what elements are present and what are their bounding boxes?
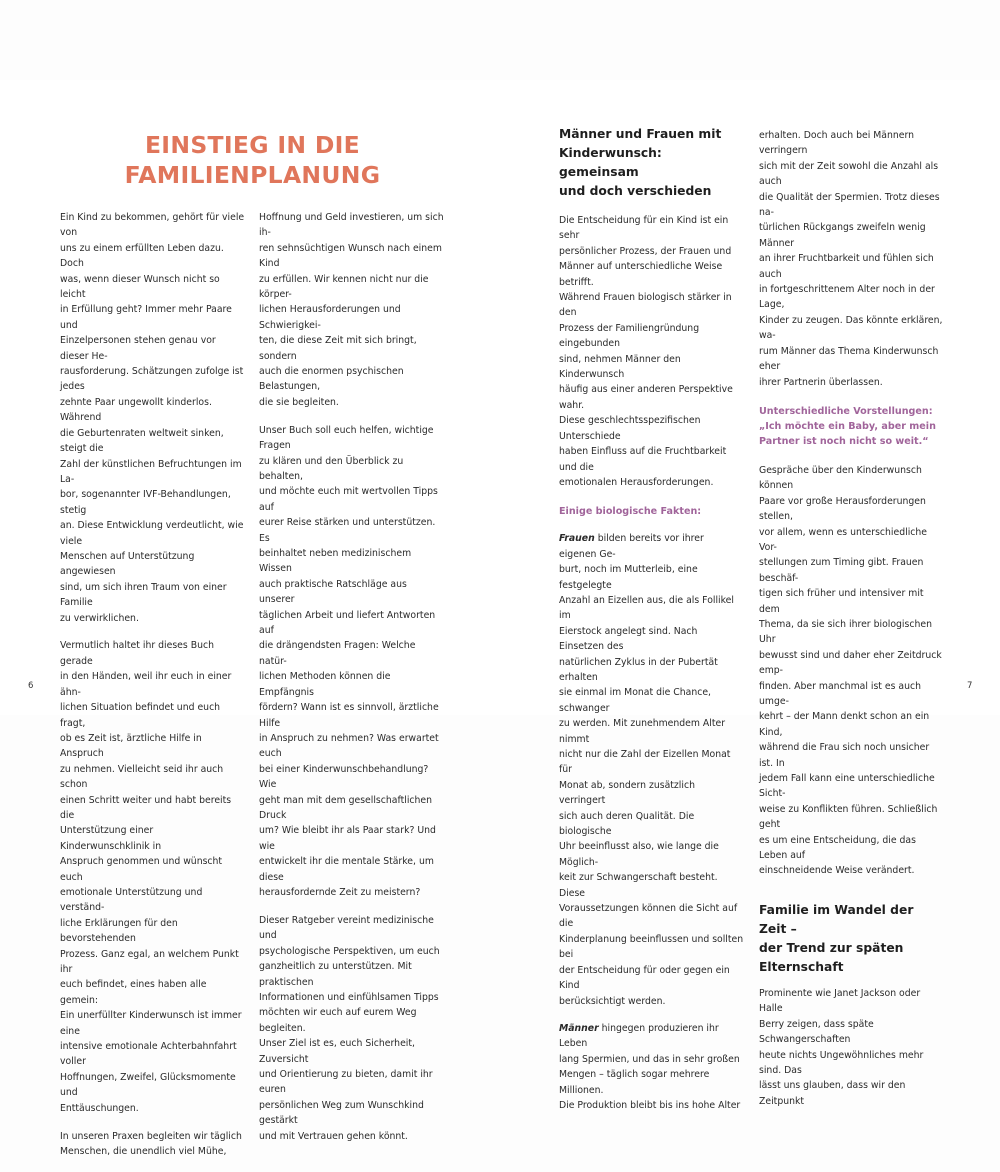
maenner-text: hingegen produzieren ihr Leben lang Spermien, und das in sehr großen Mengen – täglich sogar mehrere Millionen. Die Produktion bleibt bis ins hohe Alter [559,1022,741,1111]
section-heading: Männer und Frauen mit Kinderwunsch: gemeinsam und doch verschieden [559,127,722,198]
paragraph-frauen [559,531,744,1009]
subheading: Unterschiedliche Vorstellungen: „Ich möchte ein Baby, aber mein Partner ist noch nicht so weit.“ [759,405,936,447]
keyword-frauen: Frauen [559,533,595,545]
page-number-left: 6 [28,681,34,691]
keyword-maenner: Männer [559,1022,599,1034]
frauen-text: bilden bereits vor ihrer eigenen Ge- burt, noch im Mutterleib, eine festgelegte Anzahl an Eizellen aus, die als Follikel im Eierstock angelegt sind. Nach Einsetzen des natürlichen Zyklus in der Pubertät erhalten sie einmal im Monat die Chance, schwanger zu werden. Mit zunehmendem Alter nimmt nicht nur die Zahl der Eizellen Monat für Monat ab, sondern zusätzlich verringert sich auch deren Qualität. Die biologische Uhr beeinflusst also, wie lange die Möglich- keit zur Schwangerschaft besteht. Diese Voraussetzungen können die Sicht auf die Kinderplanung beeinflussen und sollten bei der Entscheidung für oder gegen ein Kind berücksichtigt werden. [559,533,744,1007]
chapter-title: EINSTIEG IN DIE FAMILIENPLANUNG [124,131,381,189]
paragraph: Die Entscheidung für ein Kind ist ein sehr persönlicher Prozess, der Frauen und Männer auf unterschiedliche Weise betrifft. Während Frauen biologisch stärker in den Prozess der Familiengründung eingebunden sind, nehmen Männer den Kinderwunsch häufig aus einer anderen Perspektive wahr. Diese geschlechtsspezifischen Unterschiede haben Einfluss auf die Fruchtbarkeit und die emotionalen Herausforderungen. [559,215,733,488]
left-column-1 [60,210,245,1172]
paragraph: Gespräche über den Kinderwunsch können Paare vor große Herausforderungen stellen, vor allem, wenn es unterschiedliche Vor- stellungen zum Timing gibt. Frauen beschäf- tigen sich früher und intensiver mit dem Thema, da sie sich ihrer biologischen Uhr bewusst sind und daher eher Zeitdruck emp- finden. Aber manchmal ist es auch umge- kehrt – der Mann denkt schon an ein Kind, während die Frau sich noch unsicher ist. In jedem Fall kann eine unterschiedliche Sicht- weise zu Konflikten führen. Schließlich geht es um eine Entscheidung, die das Leben auf einschneidende Weise verändert. [759,464,942,877]
page-number-right: 7 [967,681,973,691]
left-column-2 [259,210,444,1156]
subheading: Einige biologische Fakten: [559,506,702,518]
paragraph: Hoffnung und Geld investieren, um sich ih- ren sehnsüchtigen Wunsch nach einem Kind zu erfüllen. Wir kennen nicht nur die körper- lichen Herausforderungen und Schwierigkei- ten, die diese Zeit mit sich bringt, sondern auch die enormen psychischen Belastungen, die sie begleiten. [259,212,444,408]
paragraph-maenner [559,1021,744,1113]
paragraph: Unser Buch soll euch helfen, wichtige Fragen zu klären und den Überblick zu behalten, und möchte euch mit wertvollen Tipps auf eurer Reise stärken und unterstützen. Es beinhaltet neben medizinischem Wissen auch praktische Ratschläge aus unserer täglichen Arbeit und liefert Antworten auf die drängendsten Fragen: Welche natür- lichen Methoden können die Empfängnis fördern? Wann ist es sinnvoll, ärztliche Hilfe in Anspruch zu nehmen? Was erwartet euch bei einer Kinderwunschbehandlung? Wie geht man mit dem gesellschaftlichen Druck um? Wie bleibt ihr als Paar stark? Und wie entwickelt ihr die mentale Stärke, um diese herausfordernde Zeit zu meistern? [259,424,439,898]
right-column-1 [559,125,744,1126]
paragraph: Ein Kind zu bekommen, gehört für viele von uns zu einem erfüllten Leben dazu. Doch was, wenn dieser Wunsch nicht so leicht in Erfüllung geht? Immer mehr Paare und Einzelpersonen stehen genau vor dieser He- rausforderung. Schätzungen zufolge ist jedes zehnte Paar ungewollt kinderlos. Während die Geburtenraten weltweit sinken, steigt die Zahl der künstlichen Befruchtungen im La- bor, sogenannter IVF-Behandlungen, stetig an. Diese Entwicklung verdeutlicht, wie viele Menschen auf Unterstützung angewiesen sind, um sich ihren Traum von einer Familie zu verwirklichen. [60,212,245,624]
paragraph: Dieser Ratgeber vereint medizinische und psychologische Perspektiven, um euch ganzheitlich zu unterstützen. Mit praktischen Informationen und einfühlsamen Tipps möchten wir euch auf eurem Weg begleiten. Unser Ziel ist es, euch Sicherheit, Zuversicht und Orientierung zu bieten, damit ihr euren persönlichen Weg zum Wunschkind gestärkt und mit Vertrauen gehen könnt. [259,914,440,1142]
paragraph: erhalten. Doch auch bei Männern verringern sich mit der Zeit sowohl die Anzahl als auch die Qualität der Spermien. Trotz dieses na- türlichen Rückgangs zweifeln wenig Männer an ihrer Fruchtbarkeit und fühlen sich auch in fortgeschrittenem Alter noch in der Lage, Kinder zu zeugen. Das könnte erklären, wa- rum Männer das Thema Kinderwunsch eher ihrer Partnerin überlassen. [759,130,943,388]
section-heading: Familie im Wandel der Zeit – der Trend zur späten Elternschaft [759,902,914,974]
paragraph: Vermutlich haltet ihr dieses Buch gerade in den Händen, weil ihr euch in einer ähn- lichen Situation befindet und euch fragt, ob es Zeit ist, ärztliche Hilfe in Anspruch zu nehmen. Vielleicht seid ihr auch schon einen Schritt weiter und habt bereits die Unterstützung einer Kinderwunschklinik in Anspruch genommen und wünscht euch emotionale Unterstützung und verständ- liche Erklärungen für den bevorstehenden Prozess. Ganz egal, an welchem Punkt ihr euch befindet, eines haben alle gemein: Ein unerfüllter Kinderwunsch ist immer eine intensive emotionale Achterbahnfahrt voller Hoffnungen, Zweifel, Glücksmomente und Enttäuschungen. [60,640,242,1114]
book-spread [0,80,1000,1157]
right-column-2 [759,128,944,1122]
paragraph: In unseren Praxen begleiten wir täglich Menschen, die unendlich viel Mühe, [60,1130,242,1157]
paragraph: Prominente wie Janet Jackson oder Halle Berry zeigen, dass späte Schwangerschaften heute nichts Ungewöhnliches mehr sind. Das lässt uns glauben, dass wir den Zeitpunkt [759,987,924,1107]
